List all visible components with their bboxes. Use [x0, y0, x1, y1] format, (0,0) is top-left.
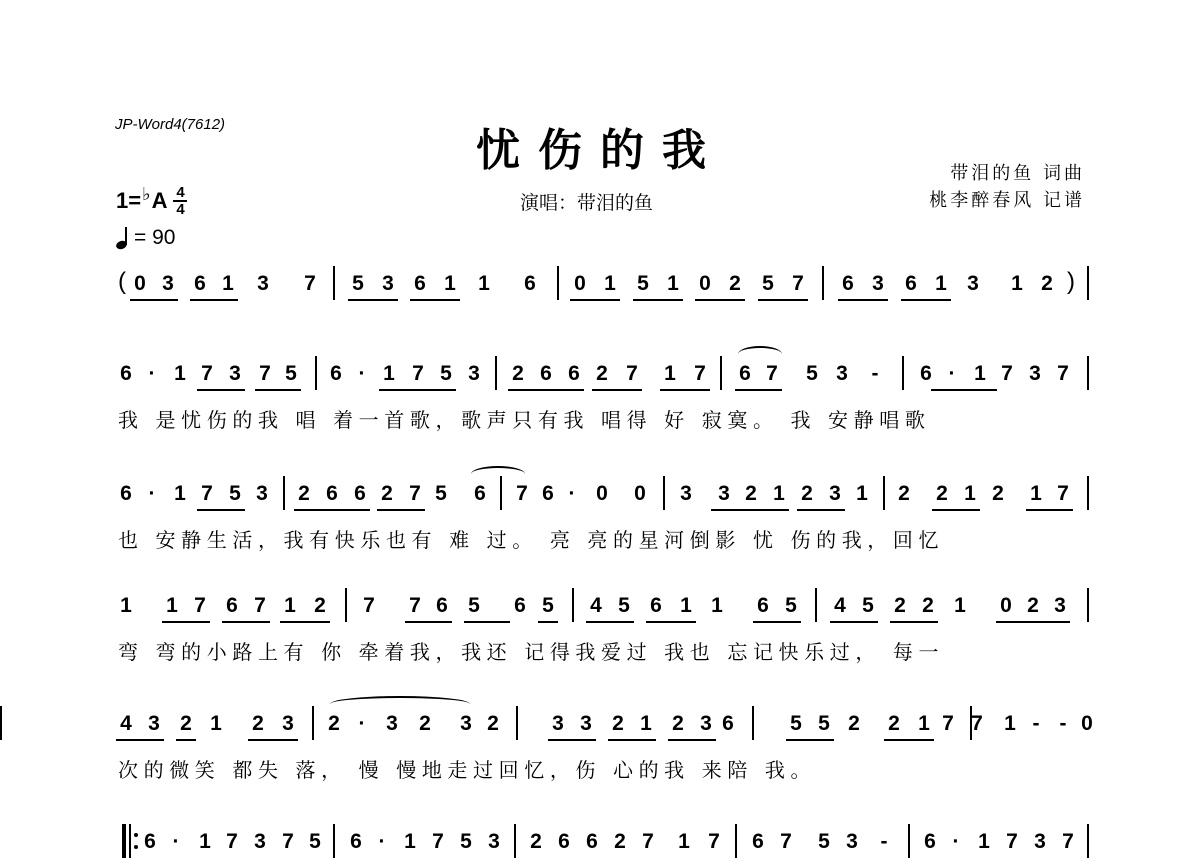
- eighth-underline: [753, 621, 801, 623]
- note: 2: [894, 594, 906, 617]
- note: 5: [435, 482, 447, 505]
- note: 2: [922, 594, 934, 617]
- note: 0: [634, 482, 646, 505]
- bar-line: [1087, 266, 1089, 300]
- bar-line: [495, 356, 497, 390]
- singer-line: 演唱：带泪的鱼: [520, 192, 654, 214]
- quarter-note-icon: [116, 227, 128, 249]
- note: 2: [328, 712, 340, 735]
- bar-line: [752, 706, 754, 740]
- note: 5: [790, 712, 802, 735]
- note: 5: [229, 482, 241, 505]
- eighth-underline: [222, 621, 270, 623]
- eighth-underline: [758, 299, 808, 301]
- note: 2: [936, 482, 948, 505]
- note: 6: [739, 362, 751, 385]
- bar-line: [1087, 356, 1089, 390]
- note: 3: [1034, 830, 1046, 853]
- dash-duration: -: [880, 830, 888, 853]
- note: 7: [412, 362, 424, 385]
- note: 6: [120, 482, 132, 505]
- eighth-underline: [695, 299, 745, 301]
- note: 2: [419, 712, 431, 735]
- note: 3: [829, 482, 841, 505]
- note: 3: [256, 482, 268, 505]
- note: 6: [757, 594, 769, 617]
- bar-line: [663, 476, 665, 510]
- key-signature: [116, 183, 187, 218]
- note: 1: [974, 362, 986, 385]
- note: 6: [540, 362, 552, 385]
- note: 1: [199, 830, 211, 853]
- note: 1: [120, 594, 132, 617]
- note: 3: [386, 712, 398, 735]
- note: 1: [222, 272, 234, 295]
- bar-line: [514, 824, 516, 858]
- note: 5: [352, 272, 364, 295]
- note: 2: [530, 830, 542, 853]
- note: 1: [856, 482, 868, 505]
- dot-duration: ·: [172, 830, 180, 853]
- note: 3: [488, 830, 500, 853]
- note: 2: [512, 362, 524, 385]
- note: 5: [818, 830, 830, 853]
- note: 3: [282, 712, 294, 735]
- eighth-underline: [660, 389, 710, 391]
- note: 2: [298, 482, 310, 505]
- note: 6: [650, 594, 662, 617]
- note: 2: [180, 712, 192, 735]
- note: 7: [432, 830, 444, 853]
- eighth-underline: [1026, 509, 1073, 511]
- eighth-underline: [348, 299, 398, 301]
- note: 6: [524, 272, 536, 295]
- credits: [929, 160, 1085, 214]
- note: 2: [729, 272, 741, 295]
- note: 1: [918, 712, 930, 735]
- time-signature: [173, 186, 187, 216]
- note: 7: [226, 830, 238, 853]
- note: 3: [257, 272, 269, 295]
- note: 6: [350, 830, 362, 853]
- eighth-underline: [901, 299, 951, 301]
- note: 6: [330, 362, 342, 385]
- eighth-underline: [197, 509, 245, 511]
- eighth-underline: [377, 509, 425, 511]
- tempo-value: = 90: [134, 226, 176, 249]
- note: 1: [935, 272, 947, 295]
- note: 3: [468, 362, 480, 385]
- note: 3: [460, 712, 472, 735]
- note: 1: [478, 272, 490, 295]
- note: 5: [818, 712, 830, 735]
- note: 7: [708, 830, 720, 853]
- note: 6: [514, 594, 526, 617]
- bar-line: [908, 824, 910, 858]
- lyrics-line: 我 是忧伤的我 唱 着一首歌，歌声只有我 唱得 好 寂寞。 我 安静唱歌: [118, 408, 931, 432]
- note: 7: [259, 362, 271, 385]
- note: 5: [762, 272, 774, 295]
- note: 2: [898, 482, 910, 505]
- note: 5: [440, 362, 452, 385]
- note: 7: [409, 594, 421, 617]
- eighth-underline: [464, 621, 510, 623]
- slur: [738, 346, 782, 362]
- note: 3: [718, 482, 730, 505]
- eighth-underline: [797, 509, 845, 511]
- bar-line: [720, 356, 722, 390]
- note: 7: [282, 830, 294, 853]
- eighth-underline: [646, 621, 696, 623]
- note: 5: [785, 594, 797, 617]
- note: 3: [872, 272, 884, 295]
- dash-duration: -: [1059, 712, 1067, 735]
- eighth-underline: [379, 389, 456, 391]
- note: 1: [678, 830, 690, 853]
- note: 2: [992, 482, 1004, 505]
- eighth-underline: [197, 389, 245, 391]
- notes-line: [0, 710, 1200, 750]
- note: 6: [920, 362, 932, 385]
- note: 0: [134, 272, 146, 295]
- bar-line: [345, 588, 347, 622]
- note: 5: [460, 830, 472, 853]
- note: 6: [226, 594, 238, 617]
- note: 3: [254, 830, 266, 853]
- note: 1: [667, 272, 679, 295]
- key-letter: A: [151, 188, 168, 213]
- slur: [330, 696, 470, 712]
- note: 6: [120, 362, 132, 385]
- dash-duration: -: [1032, 712, 1040, 735]
- close-paren: ): [1067, 268, 1075, 295]
- note: 7: [642, 830, 654, 853]
- dot-duration: ·: [568, 482, 576, 505]
- note: 3: [836, 362, 848, 385]
- eighth-underline: [633, 299, 683, 301]
- note: 4: [590, 594, 602, 617]
- note: 4: [834, 594, 846, 617]
- bar-line: [333, 266, 335, 300]
- eighth-underline: [410, 299, 460, 301]
- note: 7: [766, 362, 778, 385]
- note: 1: [284, 594, 296, 617]
- note: 1: [773, 482, 785, 505]
- note: 3: [552, 712, 564, 735]
- note: 1: [404, 830, 416, 853]
- note: 1: [978, 830, 990, 853]
- bar-line: [1087, 824, 1089, 858]
- dash-duration: -: [871, 362, 879, 385]
- note: 6: [436, 594, 448, 617]
- note: 6: [542, 482, 554, 505]
- note: 6: [722, 712, 734, 735]
- note: 3: [1029, 362, 1041, 385]
- note: 6: [842, 272, 854, 295]
- bar-line: [312, 706, 314, 740]
- note: 3: [700, 712, 712, 735]
- eighth-underline: [294, 509, 370, 511]
- eighth-underline: [884, 739, 934, 741]
- bar-line: [1087, 476, 1089, 510]
- note: 2: [381, 482, 393, 505]
- note: 0: [1000, 594, 1012, 617]
- bar-line: [333, 824, 335, 858]
- note: 5: [468, 594, 480, 617]
- notes-line: [0, 480, 1200, 520]
- note: 1: [964, 482, 976, 505]
- slur: [471, 466, 525, 482]
- note: 1: [640, 712, 652, 735]
- eighth-underline: [280, 621, 330, 623]
- eighth-underline: [116, 739, 164, 741]
- note: 7: [1001, 362, 1013, 385]
- note: 7: [201, 362, 213, 385]
- dot-duration: ·: [948, 362, 956, 385]
- note: 7: [942, 712, 954, 735]
- eighth-underline: [592, 389, 642, 391]
- dot-duration: ·: [358, 362, 366, 385]
- lyrics-line: 也 安静生活，我有快乐也有 难 过。 亮 亮的星河倒影 忧 伤的我，回忆: [118, 528, 945, 552]
- note: 6: [194, 272, 206, 295]
- bar-line: [0, 706, 2, 740]
- note: 6: [752, 830, 764, 853]
- eighth-underline: [176, 739, 196, 741]
- note: 4: [120, 712, 132, 735]
- note: 5: [285, 362, 297, 385]
- note: 1: [174, 482, 186, 505]
- note: 2: [1041, 272, 1053, 295]
- note: 5: [862, 594, 874, 617]
- note: 6: [568, 362, 580, 385]
- dot-duration: ·: [148, 482, 156, 505]
- note: 6: [924, 830, 936, 853]
- eighth-underline: [711, 509, 789, 511]
- note: 2: [612, 712, 624, 735]
- note: 7: [304, 272, 316, 295]
- notes-line: [0, 270, 1200, 310]
- note: 2: [596, 362, 608, 385]
- note: 1: [383, 362, 395, 385]
- note: 6: [905, 272, 917, 295]
- note: 2: [1027, 594, 1039, 617]
- note: 6: [474, 482, 486, 505]
- eighth-underline: [538, 621, 558, 623]
- note: 2: [672, 712, 684, 735]
- lyrics-line: 次的微笑 都失 落， 慢 慢地走过回忆，伤 心的我 来陪 我。: [118, 758, 817, 782]
- notes-line: [0, 592, 1200, 632]
- page-title: 忧伤的我: [476, 125, 724, 176]
- eighth-underline: [830, 621, 878, 623]
- dot-duration: ·: [952, 830, 960, 853]
- eighth-underline: [162, 621, 210, 623]
- bar-line: [572, 588, 574, 622]
- bar-line: [315, 356, 317, 390]
- note: 1: [1004, 712, 1016, 735]
- note: 0: [699, 272, 711, 295]
- bar-line: [815, 588, 817, 622]
- note: 3: [229, 362, 241, 385]
- note: 6: [414, 272, 426, 295]
- note: 1: [166, 594, 178, 617]
- note: 1: [174, 362, 186, 385]
- note: 1: [680, 594, 692, 617]
- note: 7: [516, 482, 528, 505]
- note: 5: [309, 830, 321, 853]
- note: 1: [664, 362, 676, 385]
- notes-line: [0, 828, 1200, 868]
- note: 3: [580, 712, 592, 735]
- eighth-underline: [508, 389, 584, 391]
- bar-line: [883, 476, 885, 510]
- eighth-underline: [248, 739, 298, 741]
- eighth-underline: [786, 739, 834, 741]
- bar-line: [557, 266, 559, 300]
- note: 6: [326, 482, 338, 505]
- note: 1: [1011, 272, 1023, 295]
- note: 7: [1006, 830, 1018, 853]
- note: 3: [967, 272, 979, 295]
- tempo-marking: [116, 226, 175, 250]
- time-bottom: 4: [176, 201, 185, 218]
- note: 5: [637, 272, 649, 295]
- open-paren: (: [118, 268, 126, 295]
- note: 3: [382, 272, 394, 295]
- note: 7: [1062, 830, 1074, 853]
- note: 1: [1030, 482, 1042, 505]
- note: 6: [558, 830, 570, 853]
- note: 2: [801, 482, 813, 505]
- note: 7: [1057, 362, 1069, 385]
- time-top: 4: [176, 184, 185, 201]
- note: 7: [254, 594, 266, 617]
- note: 1: [954, 594, 966, 617]
- note: 2: [487, 712, 499, 735]
- note: 3: [846, 830, 858, 853]
- eighth-underline: [838, 299, 888, 301]
- note: 5: [806, 362, 818, 385]
- eighth-underline: [548, 739, 596, 741]
- note: 2: [745, 482, 757, 505]
- eighth-underline: [668, 739, 716, 741]
- bar-line: [822, 266, 824, 300]
- note: 2: [848, 712, 860, 735]
- note: 1: [711, 594, 723, 617]
- note: 6: [354, 482, 366, 505]
- eighth-underline: [608, 739, 656, 741]
- note: 7: [694, 362, 706, 385]
- note: 2: [888, 712, 900, 735]
- eighth-underline: [130, 299, 178, 301]
- note: 1: [604, 272, 616, 295]
- note: 6: [586, 830, 598, 853]
- eighth-underline: [405, 621, 452, 623]
- dot-duration: ·: [358, 712, 366, 735]
- note: 6: [144, 830, 156, 853]
- note: 0: [574, 272, 586, 295]
- note: 7: [971, 712, 983, 735]
- credit-lyrics: 带泪的鱼 词曲: [950, 163, 1085, 184]
- eighth-underline: [890, 621, 938, 623]
- note: 5: [542, 594, 554, 617]
- flat-icon: ♭: [142, 183, 151, 204]
- bar-line: [902, 356, 904, 390]
- note: 0: [596, 482, 608, 505]
- note: 3: [162, 272, 174, 295]
- bar-line: [735, 824, 737, 858]
- note: 7: [792, 272, 804, 295]
- eighth-underline: [735, 389, 782, 391]
- note: 7: [363, 594, 375, 617]
- note: 7: [1057, 482, 1069, 505]
- eighth-underline: [570, 299, 620, 301]
- dot-duration: ·: [378, 830, 386, 853]
- note: 7: [409, 482, 421, 505]
- note: 7: [780, 830, 792, 853]
- eighth-underline: [586, 621, 634, 623]
- eighth-underline: [931, 389, 997, 391]
- eighth-underline: [255, 389, 301, 391]
- note: 5: [618, 594, 630, 617]
- bar-line: [283, 476, 285, 510]
- note: 7: [194, 594, 206, 617]
- software-label: JP-Word4(7612): [115, 116, 226, 133]
- lyrics-line: 弯 弯的小路上有 你 牵着我，我还 记得我爱过 我也 忘记快乐过， 每一: [118, 640, 945, 664]
- note: 7: [626, 362, 638, 385]
- note: 7: [201, 482, 213, 505]
- note: 1: [210, 712, 222, 735]
- note: 3: [680, 482, 692, 505]
- key-prefix: 1=: [116, 188, 142, 213]
- dot-duration: ·: [148, 362, 156, 385]
- note: 2: [614, 830, 626, 853]
- bar-line: [516, 706, 518, 740]
- note: 1: [444, 272, 456, 295]
- note: 3: [148, 712, 160, 735]
- note: 2: [252, 712, 264, 735]
- credit-notation: 桃李醉春风 记谱: [929, 190, 1085, 211]
- notes-line: [0, 360, 1200, 400]
- eighth-underline: [932, 509, 980, 511]
- eighth-underline: [190, 299, 238, 301]
- note: 2: [314, 594, 326, 617]
- bar-line: [1087, 588, 1089, 622]
- eighth-underline: [996, 621, 1070, 623]
- note: 3: [1054, 594, 1066, 617]
- note: 0: [1081, 712, 1093, 735]
